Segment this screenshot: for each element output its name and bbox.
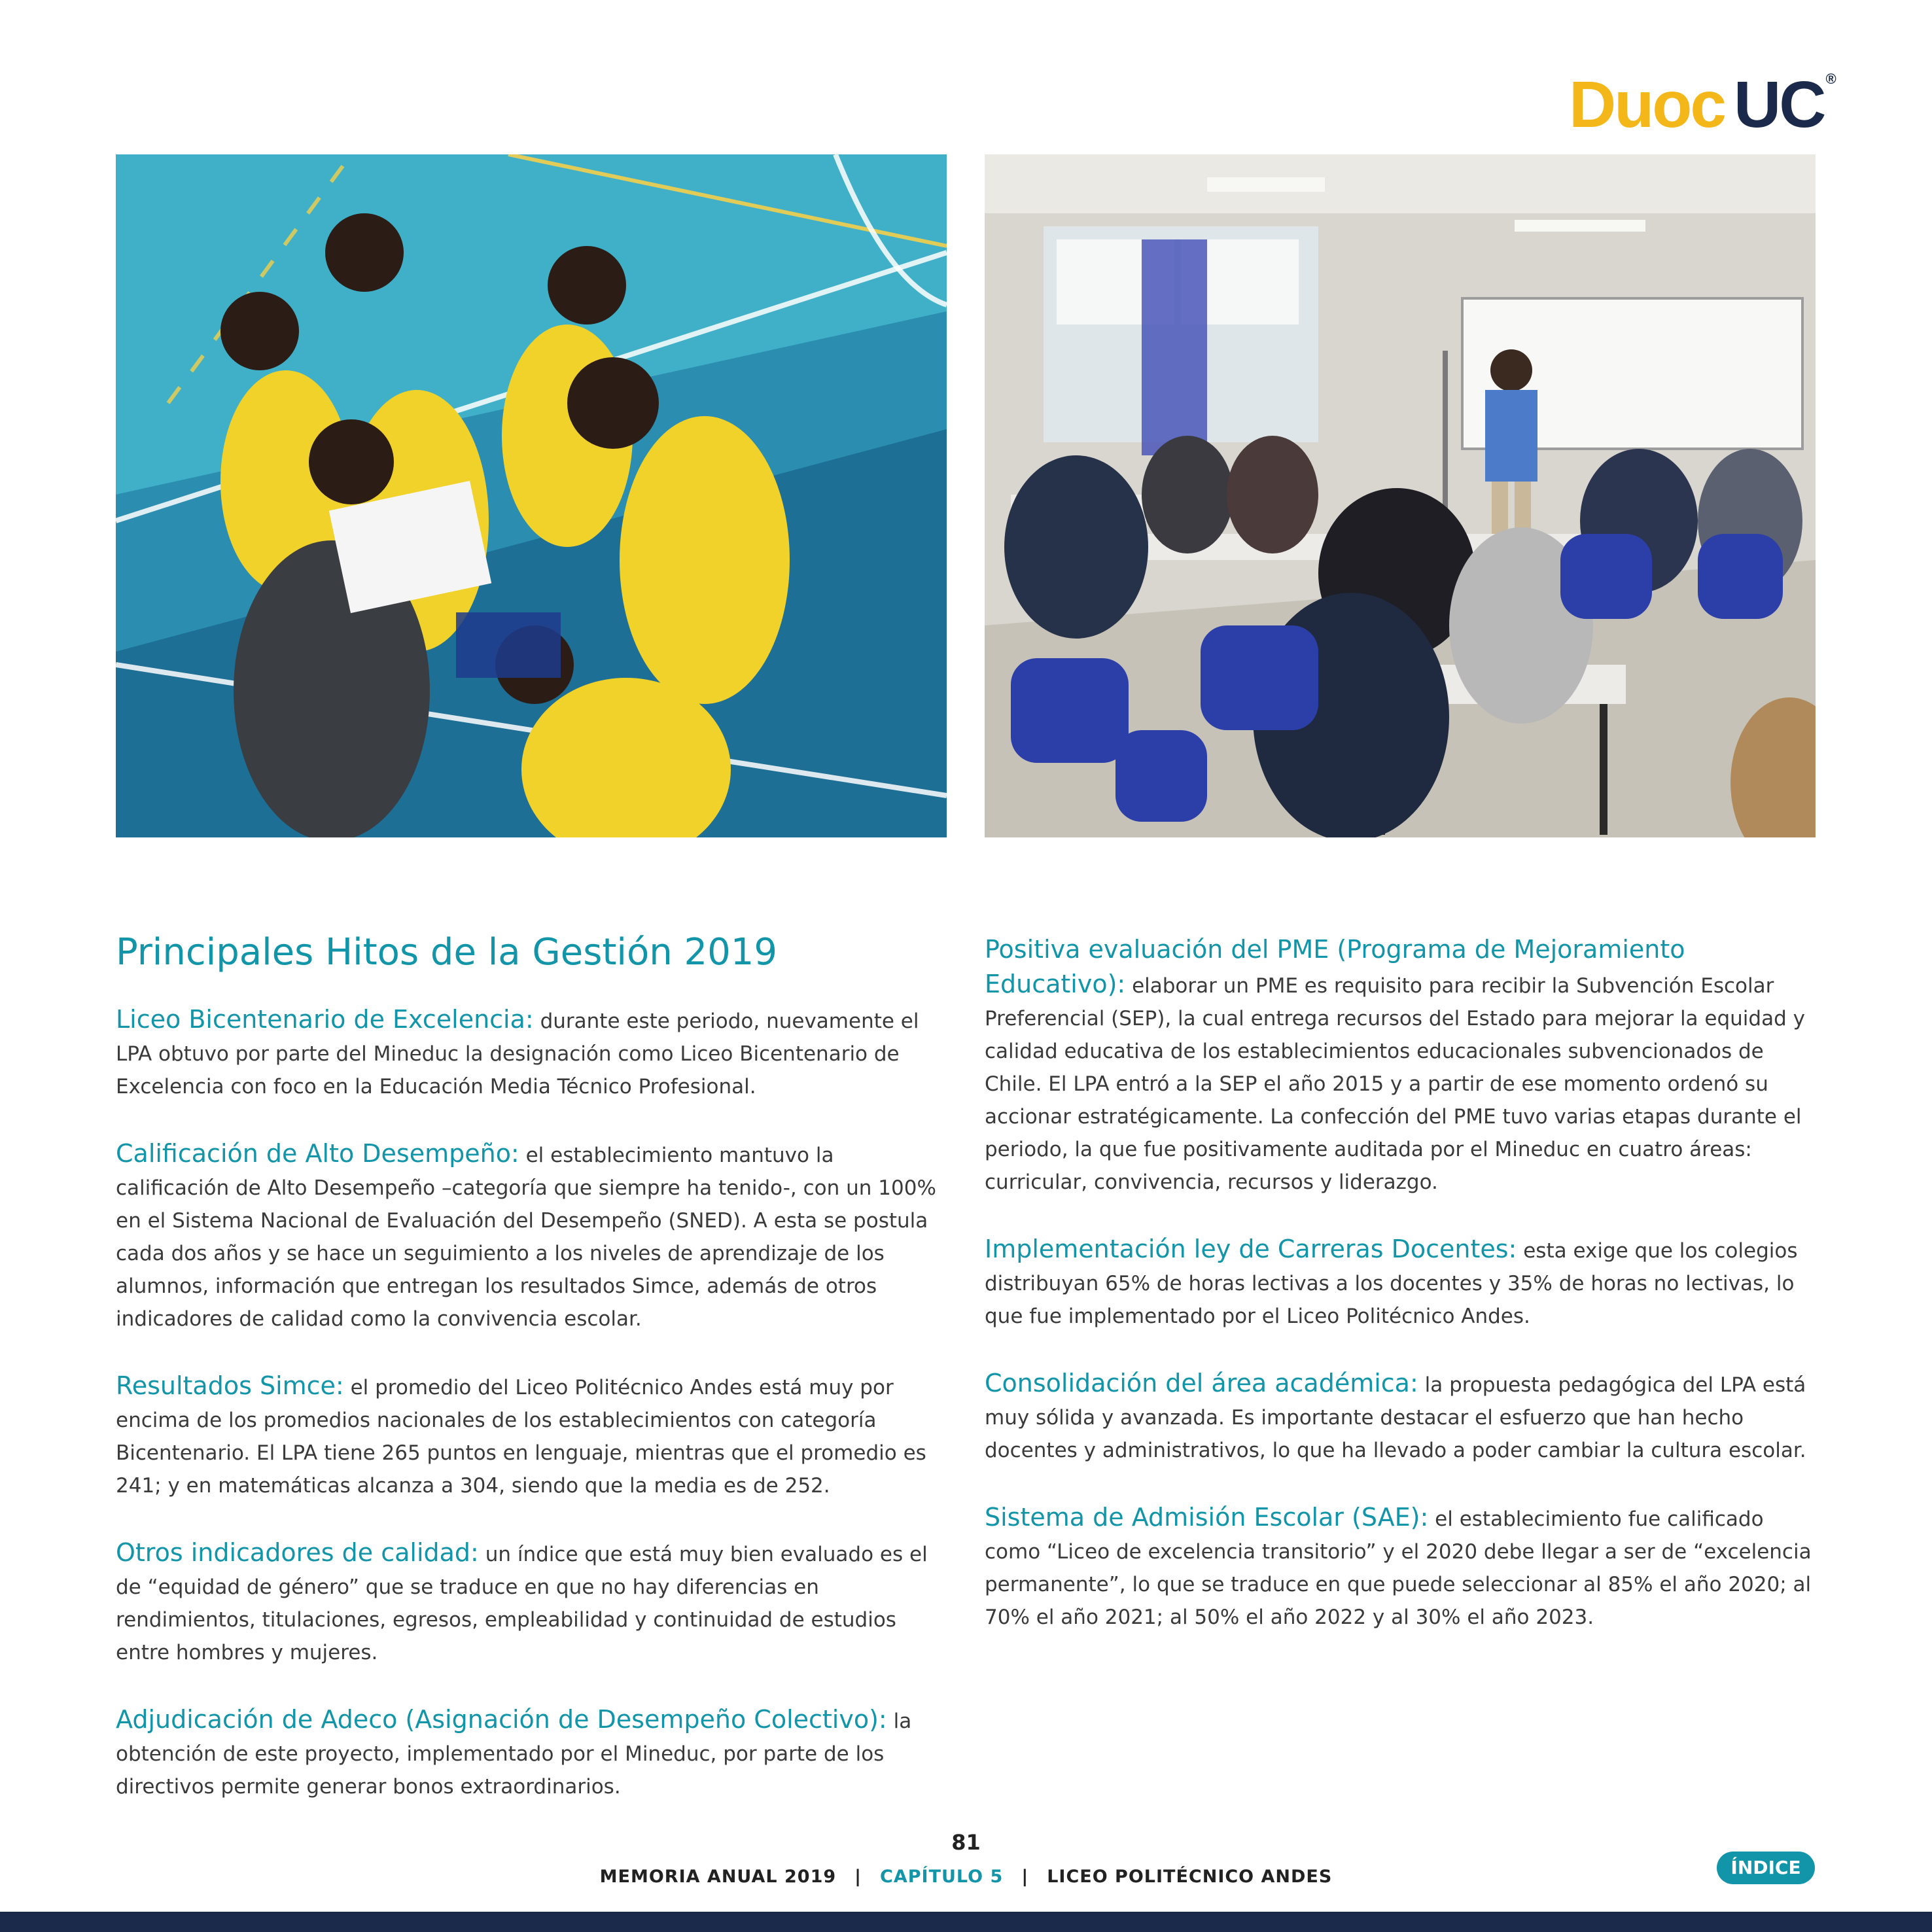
milestone-body: esta exige que los colegios distribuyan 65% de horas lectivas a los docentes y 35% de horas no lectivas, lo que fue implementado por el Liceo Politécnico Andes.	[985, 1239, 1798, 1328]
bottom-bar	[0, 1912, 1932, 1932]
milestone-body: elaborar un PME es requisito para recibir la Subvención Escolar Preferencial (SEP), la cual entrega recursos del Estado para mejorar la equidad y calidad educativa de los establecimientos educacionales subvencionados de Chile. El LPA entró a la SEP el año 2015 y a partir de ese momento ordenó su accionar estratégicamente. La confección del PME tuvo varias etapas durante el periodo, la que fue positivamente auditada por el Mineduc en cuatro áreas: curricular, convivencia, recursos y liderazgo.	[985, 974, 1805, 1194]
milestone-heading: Calificación de Alto Desempeño:	[116, 1139, 519, 1168]
milestone-heading: Consolidación del área académica:	[985, 1369, 1418, 1397]
logo-registered-mark: ®	[1825, 71, 1835, 87]
basketball-team-photo	[116, 154, 947, 837]
milestone-heading: Adjudicación de Adeco (Asignación de Desempeño Colectivo):	[116, 1705, 887, 1734]
running-footer	[0, 1867, 1932, 1887]
milestone-item	[985, 1501, 1816, 1634]
milestone-item	[116, 1137, 943, 1335]
classroom-illustration	[985, 154, 1816, 837]
milestone-item	[985, 933, 1816, 1199]
milestone-heading: Implementación ley de Carreras Docentes:	[985, 1235, 1517, 1263]
classroom-photo	[985, 154, 1816, 837]
milestone-body: el promedio del Liceo Politécnico Andes está muy por encima de los promedios nacionales de los establecimientos con categoría Bicentenario. El LPA tiene 265 puntos en lenguaje, mientras que el promedio es 241; y en matemáticas alcanza a 304, siendo que la media es de 252.	[116, 1376, 926, 1498]
logo-uc: UC	[1734, 68, 1825, 141]
milestone-heading: Sistema de Admisión Escolar (SAE):	[985, 1503, 1429, 1532]
milestone-body: la propuesta pedagógica del LPA está muy sólida y avanzada. Es importante destacar el esfuerzo que han hecho docentes y administrativos, lo que ha llevado a poder cambiar la cultura escolar.	[985, 1373, 1806, 1462]
milestone-body: la obtención de este proyecto, implementado por el Mineduc, por parte de los directivos permite generar bonos extraordinarios.	[116, 1710, 912, 1799]
milestone-body: un índice que está muy bien evaluado es el de “equidad de género” que se traduce en que no hay diferencias en rendimientos, titulaciones, egresos, empleabilidad y continuidad de estudios entre hombres y mujeres.	[116, 1543, 928, 1665]
footer-separator: |	[854, 1867, 862, 1887]
milestone-body: durante este periodo, nuevamente el LPA obtuvo por parte del Mineduc la designación como Liceo Bicentenario de Excelencia con foco en la Educación Media Técnico Profesional.	[116, 1010, 919, 1099]
milestone-item	[985, 1367, 1816, 1467]
milestone-item	[116, 1536, 943, 1669]
page-number: 81	[951, 1830, 981, 1855]
milestone-item	[116, 1703, 943, 1803]
footer-doc-title: MEMORIA ANUAL 2019	[599, 1867, 837, 1887]
milestone-item	[116, 1369, 943, 1502]
milestone-body: el establecimiento fue calificado como “Liceo de excelencia transitorio” y el 2020 debe llegar a ser de “excelencia permanente”, lo que se traduce en que puede seleccionar al 85% el año 2020; al 70% el año 2021; al 50% el año 2022 y al 30% el año 2023.	[985, 1507, 1812, 1629]
milestone-item	[116, 1003, 943, 1103]
basketball-team-illustration	[116, 154, 947, 837]
footer-section: LICEO POLITÉCNICO ANDES	[1047, 1867, 1333, 1887]
footer-separator: |	[1021, 1867, 1029, 1887]
index-button[interactable]: ÍNDICE	[1717, 1852, 1815, 1884]
milestone-heading: Liceo Bicentenario de Excelencia:	[116, 1005, 534, 1034]
page-title: Principales Hitos de la Gestión 2019	[116, 931, 778, 974]
milestone-body: el establecimiento mantuvo la calificación de Alto Desempeño –categoría que siempre ha tenido-, con un 100% en el Sistema Nacional de Evaluación del Desempeño (SNED). A esta se postula cada dos años y se hace un seguimiento a los niveles de aprendizaje de los alumnos, información que entregan los resultados Simce, además de otros indicadores de calidad como la convivencia escolar.	[116, 1144, 936, 1331]
milestone-heading: Positiva evaluación del PME (Programa de Mejoramiento Educativo):	[985, 935, 1685, 998]
milestone-heading: Otros indicadores de calidad:	[116, 1538, 479, 1568]
footer-chapter: CAPÍTULO 5	[880, 1867, 1004, 1887]
right-column	[985, 933, 1816, 1668]
duoc-uc-logo	[1569, 68, 1835, 141]
logo-duoc: Duoc	[1569, 68, 1725, 141]
left-column	[116, 930, 943, 1837]
milestone-heading: Resultados Simce:	[116, 1371, 344, 1401]
milestone-item	[985, 1233, 1816, 1333]
